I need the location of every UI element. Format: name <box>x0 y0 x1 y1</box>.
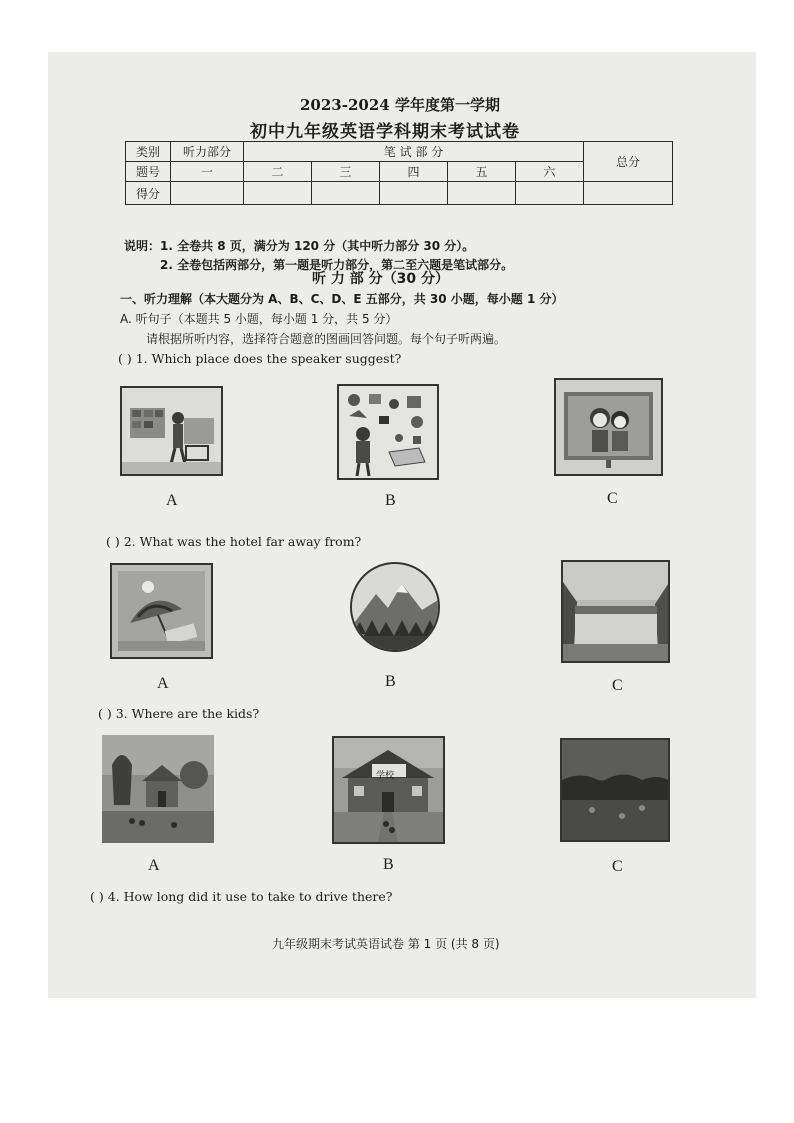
art-museum-image[interactable] <box>337 384 439 480</box>
supermarket-shopping-image[interactable] <box>120 386 223 476</box>
lake-image[interactable] <box>561 560 670 663</box>
q1-option-a-label: A <box>166 492 178 509</box>
written-label: 笔 试 部 分 <box>244 142 584 162</box>
q3-option-b-label: B <box>383 856 394 873</box>
note-line-1: 说明：1. 全卷共 8 页，满分为 120 分（其中听力部分 30 分）。 <box>124 239 475 253</box>
q1-option-c-label: C <box>607 490 618 507</box>
number-5: 五 <box>448 162 516 182</box>
q3-option-c-label: C <box>612 858 623 875</box>
part-1-heading: 一、听力理解（本大题分为 A、B、C、D、E 五部分，共 30 小题，每小题 1 分） <box>120 292 564 306</box>
total-label: 总分 <box>584 142 673 182</box>
q1-option-b-label: B <box>385 492 396 509</box>
score-cell-2[interactable] <box>244 182 312 205</box>
note-line-2: 2. 全卷包括两部分，第一题是听力部分，第二至六题是笔试部分。 <box>160 258 514 272</box>
q2-option-a-label: A <box>157 675 169 692</box>
question-2: ( ) 2. What was the hotel far away from? <box>106 534 362 549</box>
number-1: 一 <box>171 162 244 182</box>
page-footer: 九年级期末考试英语试卷 第 1 页 (共 8 页) <box>272 937 500 951</box>
instruction-text: 请根据所听内容，选择符合题意的图画回答问题。每个句子听两遍。 <box>146 332 507 346</box>
number-label: 题号 <box>126 162 171 182</box>
school-building-image[interactable] <box>332 736 445 844</box>
beach-umbrella-image[interactable] <box>110 563 213 659</box>
q3-option-a-label: A <box>148 857 160 874</box>
q2-option-c-label: C <box>612 677 623 694</box>
number-3: 三 <box>312 162 380 182</box>
score-cell-total[interactable] <box>584 182 673 205</box>
question-1: ( ) 1. Which place does the speaker suggest? <box>118 351 402 366</box>
score-cell-6[interactable] <box>516 182 584 205</box>
score-label: 得分 <box>126 182 171 205</box>
score-cell-5[interactable] <box>448 182 516 205</box>
village-house-image[interactable] <box>102 735 214 843</box>
number-4: 四 <box>380 162 448 182</box>
q2-option-b-label: B <box>385 673 396 690</box>
cartoon-screen-image[interactable] <box>554 378 663 476</box>
score-cell-1[interactable] <box>171 182 244 205</box>
part-a-heading: A. 听句子（本题共 5 小题，每小题 1 分，共 5 分） <box>120 312 398 326</box>
score-cell-3[interactable] <box>312 182 380 205</box>
question-4: ( ) 4. How long did it use to take to drive there? <box>90 889 393 904</box>
exam-title: 初中九年级英语学科期末考试试卷 <box>250 122 520 142</box>
term-heading: 2023-2024 学年度第一学期 <box>300 96 500 114</box>
category-label: 类别 <box>126 142 171 162</box>
school-sign: 学校 <box>376 771 395 781</box>
score-table <box>125 141 673 205</box>
listening-label: 听力部分 <box>171 142 244 162</box>
number-2: 二 <box>244 162 312 182</box>
section-title: 听 力 部 分（30 分） <box>312 271 449 287</box>
mountains-image[interactable] <box>350 562 440 652</box>
score-cell-4[interactable] <box>380 182 448 205</box>
question-3: ( ) 3. Where are the kids? <box>98 706 260 721</box>
night-field-image[interactable] <box>560 738 670 842</box>
number-6: 六 <box>516 162 584 182</box>
